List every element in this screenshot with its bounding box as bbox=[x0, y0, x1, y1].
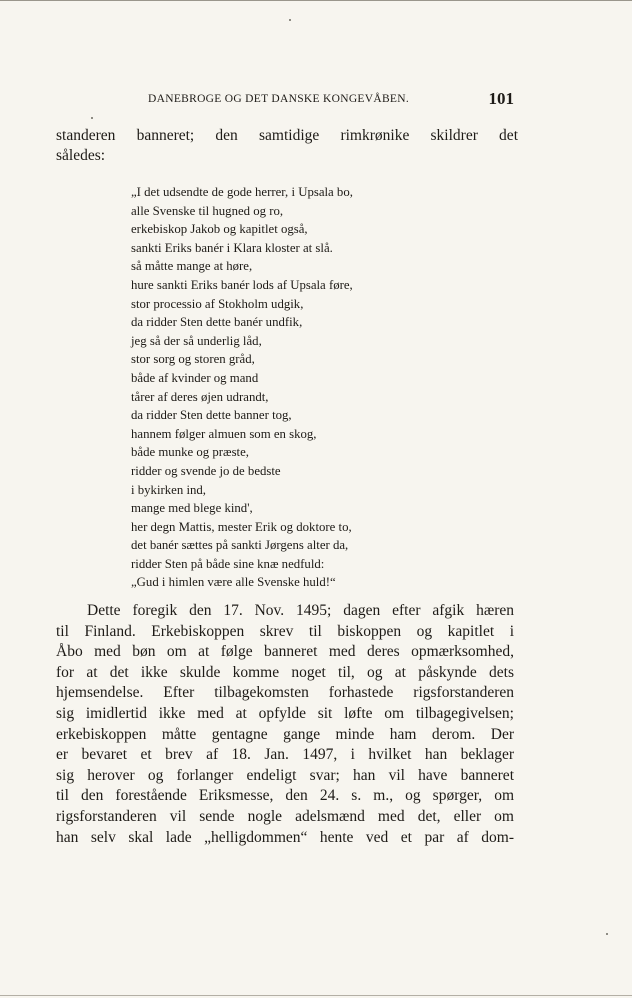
text-line: til den forestående Eriksmesse, den 24. s. m., og spørger, om bbox=[56, 787, 514, 805]
paper-speck bbox=[289, 19, 291, 21]
text-line: Dette foregik den 17. Nov. 1495; dagen efter afgik hæren bbox=[87, 602, 514, 619]
poem-line: både af kvinder og mand bbox=[131, 370, 259, 385]
text-line: sig herover og forlanger endeligt svar; han vil have banneret bbox=[56, 766, 514, 784]
text-line: han selv skal lade „helligdommen“ hente ved et par af dom- bbox=[56, 828, 514, 846]
poem-line: da ridder Sten dette banér undfik, bbox=[131, 315, 303, 330]
text-line: erkebiskoppen måtte gentagne gange minde ham derom. Der bbox=[56, 725, 514, 743]
poem-line: alle Svenske til hugned og ro, bbox=[131, 203, 284, 218]
poem-line: jeg så der så underlig låd, bbox=[131, 333, 262, 348]
running-title: DANEBROGE OG DET DANSKE KONGEVÅBEN. bbox=[148, 93, 410, 105]
text-line: således: bbox=[56, 147, 106, 164]
text-line: rigsforstanderen vil sende nogle adelsmænd med det, eller om bbox=[56, 807, 514, 825]
poem-line: tårer af deres øjen udrandt, bbox=[131, 389, 269, 404]
text-line: Åbo med bøn om at følge banneret med deres opmærksomhed, bbox=[56, 643, 514, 661]
paper-speck bbox=[91, 117, 93, 119]
poem-line: „I det udsendte de gode herrer, i Upsala bo, bbox=[131, 185, 353, 199]
poem-line: hure sankti Eriks banér lods af Upsala føre, bbox=[131, 277, 353, 292]
poem-line: både munke og præste, bbox=[131, 445, 249, 460]
poem-quotation bbox=[131, 183, 353, 592]
page-number: 101 bbox=[488, 89, 514, 108]
poem-line: hannem følger almuen som en skog, bbox=[131, 426, 317, 441]
poem-line: mange med blege kind', bbox=[131, 501, 253, 516]
poem-line: her degn Mattis, mester Erik og doktore to, bbox=[131, 519, 352, 534]
poem-line: stor sorg og storen gråd, bbox=[131, 352, 255, 367]
poem-line: stor processio af Stokholm udgik, bbox=[131, 296, 304, 311]
page-bottom-border bbox=[0, 995, 632, 996]
poem-line: ridder Sten på både sine knæ nedfuld: bbox=[131, 556, 325, 571]
running-head bbox=[56, 90, 518, 110]
text-line: standeren banneret; den samtidige rimkrønike skildrer det bbox=[56, 127, 518, 144]
poem-line: det banér sættes på sankti Jørgens alter da, bbox=[131, 538, 349, 553]
page-top-border bbox=[0, 0, 632, 1]
text-line: sig imidlertid ikke med at opfylde sit løfte om tilbagegivelsen; bbox=[56, 704, 514, 722]
intro-paragraph bbox=[56, 126, 518, 166]
text-line: for at det ikke skulde komme noget til, og at påskynde dets bbox=[56, 663, 514, 681]
poem-line: så måtte mange at høre, bbox=[131, 259, 253, 274]
poem-line: erkebiskop Jakob og kapitlet også, bbox=[131, 222, 308, 237]
paper-speck bbox=[606, 933, 608, 935]
text-line: til Finland. Erkebiskoppen skrev til biskoppen og kapitlet i bbox=[56, 622, 514, 640]
poem-line: „Gud i himlen være alle Svenske huld!“ bbox=[131, 575, 336, 590]
body-paragraph bbox=[56, 601, 514, 848]
poem-line: i bykirken ind, bbox=[131, 482, 206, 497]
text-line: hjemsendelse. Efter tilbagekomsten forhastede rigsforstanderen bbox=[56, 684, 514, 702]
poem-line: sankti Eriks banér i Klara kloster at slå. bbox=[131, 240, 333, 255]
poem-line: ridder og svende jo de bedste bbox=[131, 463, 281, 478]
poem-line: da ridder Sten dette banner tog, bbox=[131, 408, 292, 423]
text-line: er bevaret et brev af 18. Jan. 1497, i hvilket han beklager bbox=[56, 746, 514, 764]
